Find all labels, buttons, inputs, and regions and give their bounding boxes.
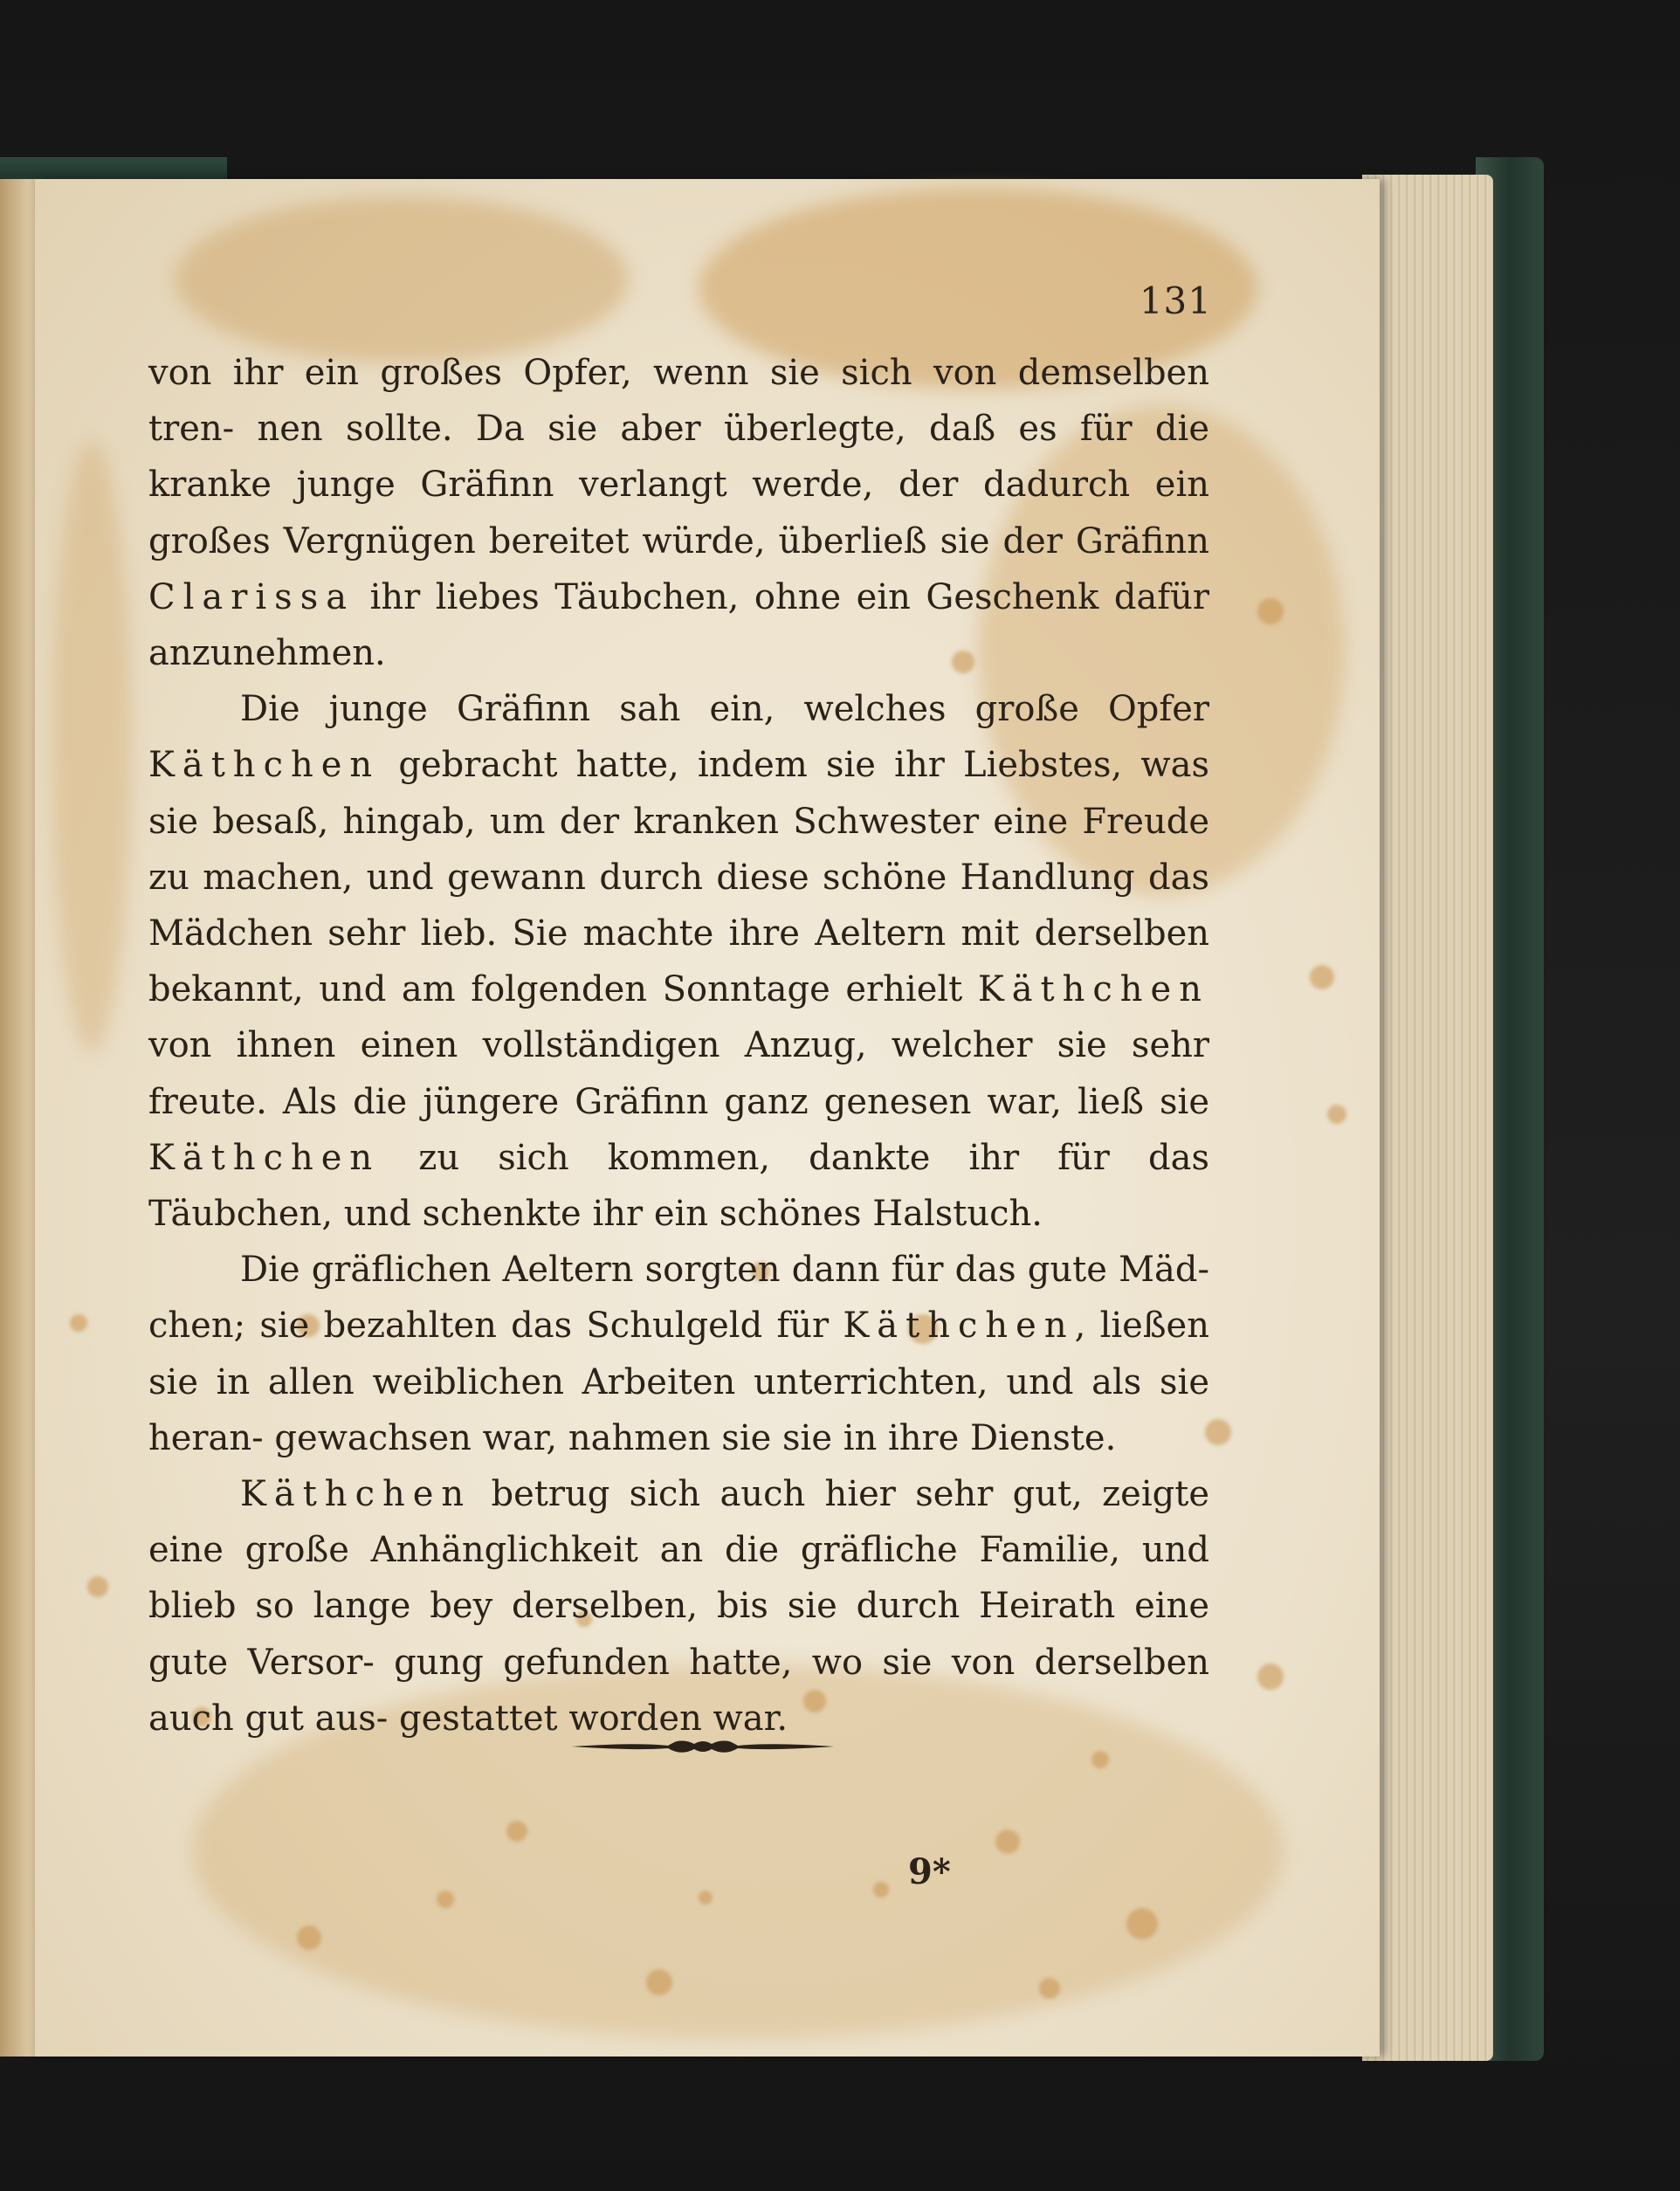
foxing-spot: [437, 1891, 454, 1908]
text-run: von ihnen einen vollständigen Anzug, welcher sie sehr freute. Als die jüngere Gräfinn ganz genesen war, ließ sie: [148, 1025, 1209, 1122]
book-page: [35, 179, 1380, 2057]
emphasized-name: Käthchen: [240, 1474, 472, 1515]
foxing-spot: [995, 1829, 1020, 1854]
foxing-spot: [1091, 1751, 1109, 1768]
foxing-spot: [699, 1891, 713, 1905]
foxing-spot: [1327, 1105, 1346, 1124]
text-run: von ihr ein großes Opfer, wenn sie sich von demselben tren‑ nen sollte. Da sie aber überlegte, daß es für die kranke junge Gräfinn verlangt werde, der dadurch ein großes Vergnügen bereitet würde, überließ sie der Gräfinn: [148, 353, 1209, 562]
emphasized-name: Käthchen: [148, 1137, 381, 1178]
ornament-divider-icon: [572, 1716, 834, 1777]
page-number: 131: [1139, 279, 1212, 322]
foxing-spot: [87, 1576, 108, 1597]
text-run: ihr liebes Täubchen, ohne ein Geschenk dafür anzunehmen.: [148, 576, 1209, 674]
foxing-spot: [1257, 1664, 1284, 1690]
foxing-spot: [506, 1821, 527, 1842]
paragraph: [148, 681, 1209, 1242]
foxing-spot: [1039, 1978, 1060, 1999]
foxing-stain: [175, 196, 629, 362]
text-run: gebracht hatte, indem sie ihr Liebstes, was sie besaß, hingab, um der kranken Schwester eine Freude zu machen, und gewann durch diese schöne Handlung das Mädchen sehr lieb. Sie machte ihre Aeltern mit derselben bekannt, und am folgenden Sonntage erhielt: [148, 745, 1209, 1010]
emphasized-name: Clarissa: [148, 576, 355, 617]
foxing-spot: [1126, 1908, 1158, 1940]
foxing-spot: [1257, 598, 1284, 624]
foxing-stain: [52, 441, 131, 1052]
foxing-spot: [646, 1969, 672, 1995]
foxing-spot: [70, 1314, 87, 1332]
text-run: zu sich kommen, dankte ihr für das Täubchen, und schenkte ihr ein schönes Halstuch.: [148, 1137, 1209, 1235]
signature-mark: 9*: [908, 1851, 951, 1892]
paragraph: [148, 1466, 1209, 1747]
foxing-spot: [297, 1926, 321, 1950]
text-run: Die gräflichen Aeltern sorgten dann für das gute Mäd‑ chen; sie bezahlten das Schulgeld für: [148, 1250, 1209, 1347]
text-run: Die junge Gräfinn sah ein, welches große Opfer: [240, 689, 1209, 730]
foxing-spot: [1310, 965, 1334, 989]
paragraph: [148, 345, 1209, 681]
emphasized-name: Käthchen: [148, 745, 381, 786]
paragraph: [148, 1242, 1209, 1466]
page-edges: [1362, 175, 1493, 2061]
text-run: betrug sich auch hier sehr gut, zeigte eine große Anhänglichkeit an die gräfliche Familie, und blieb so lange bey derselben, bis sie durch Heirath eine gute Versor‑ gung gefunden hatte, wo sie von derselben auch gut aus‑ gestattet worden war.: [148, 1474, 1209, 1739]
emphasized-name: Käthchen: [843, 1306, 1075, 1347]
foxing-spot: [873, 1882, 889, 1898]
body-text: [148, 345, 1209, 1747]
emphasized-name: Käthchen: [977, 969, 1209, 1010]
text-run: , ließen sie in allen weiblichen Arbeiten unterrichten, und als sie heran‑ gewachsen war, nahmen sie sie in ihre Dienste.: [148, 1306, 1209, 1458]
